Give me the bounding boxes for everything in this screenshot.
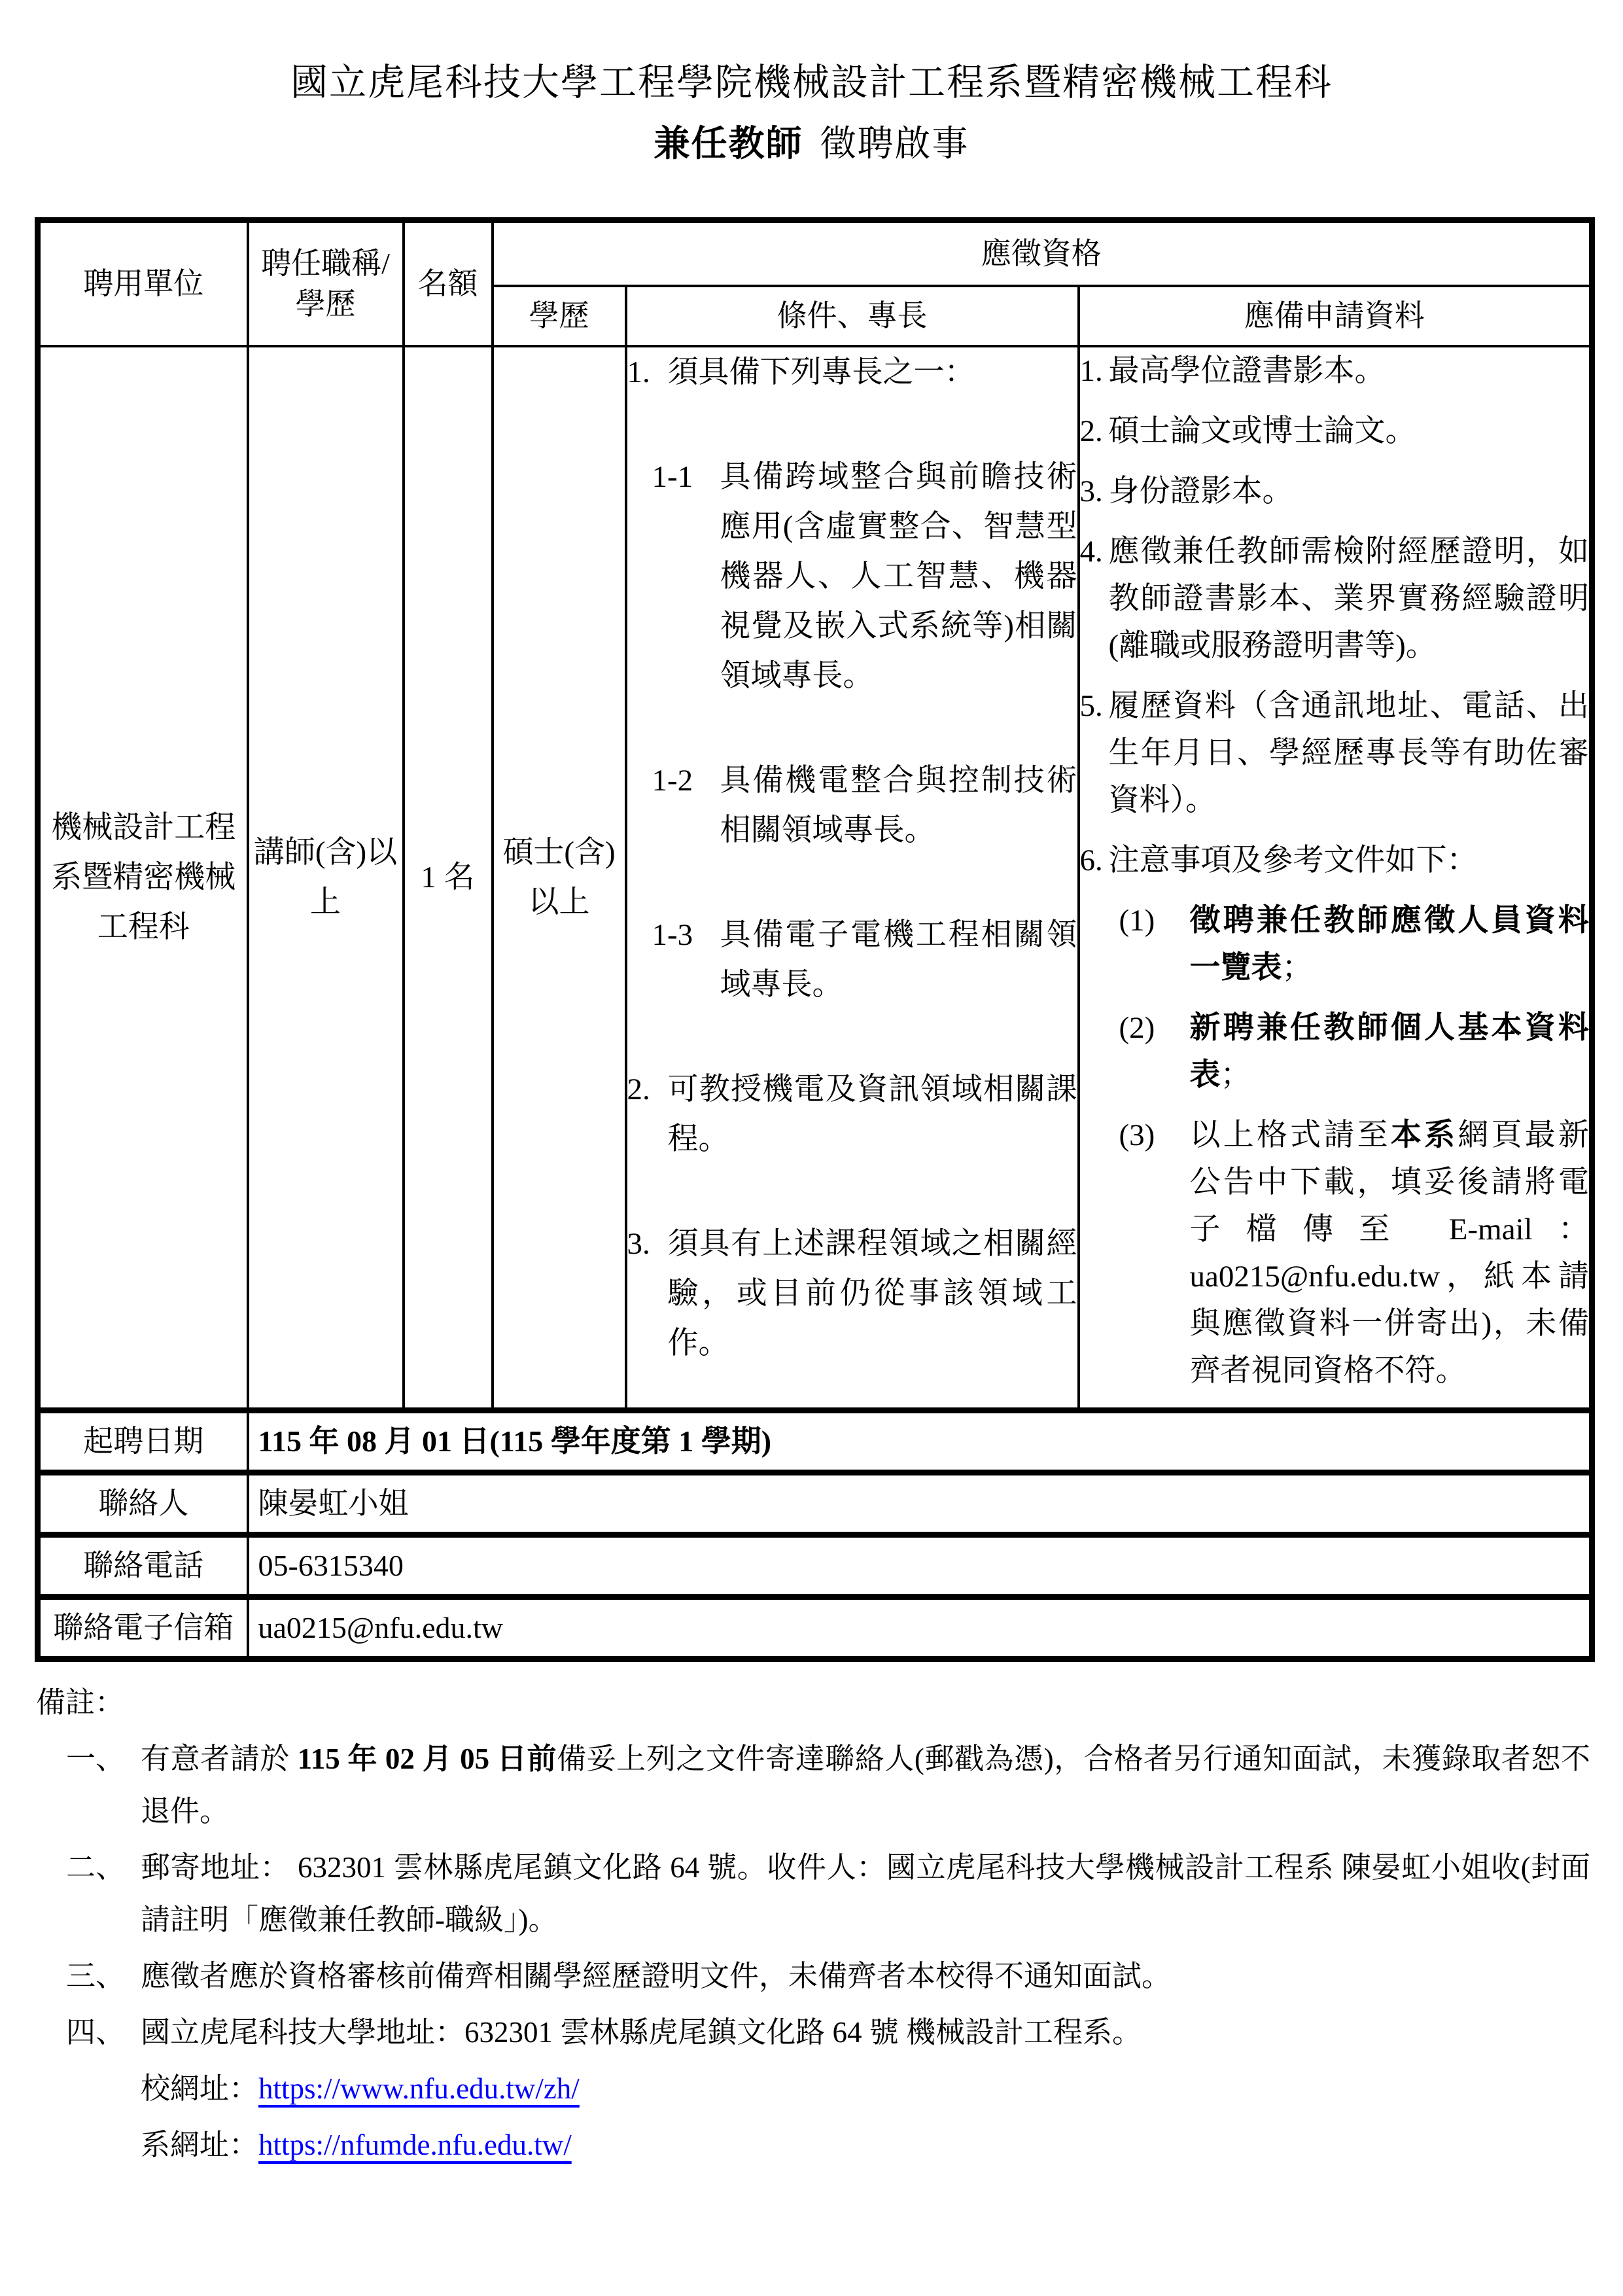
table-header-row-1 (38, 221, 1592, 286)
header-documents: 應備申請資料 (1079, 286, 1592, 346)
document-item (1080, 408, 1590, 455)
cell-quota: 1 名 (404, 346, 493, 1411)
item-text: 具備電子電機工程相關領域專長。 (720, 917, 1077, 1002)
document-item (1080, 528, 1590, 669)
note-number: 二、 (66, 1850, 126, 1884)
document-subitem (1119, 1112, 1590, 1394)
contact-phone-row (38, 1534, 1592, 1597)
document-subitem (1119, 1004, 1590, 1099)
condition-item (627, 1219, 1077, 1368)
item-text-bold: 本系 (1390, 1118, 1458, 1152)
start-date-label: 起聘日期 (38, 1410, 248, 1472)
header-hiring-unit: 聘用單位 (38, 221, 248, 346)
item-text: 須具有上述課程領域之相關經驗，或目前仍從事該領域工作。 (667, 1226, 1077, 1360)
note-text: 應徵者應於資格審核前備齊相關學經歷證明文件，未備齊者本校得不通知面試。 (141, 1959, 1172, 1992)
item-text (1190, 897, 1590, 991)
item-number: 3. (1079, 474, 1103, 508)
notes-section (36, 1676, 1590, 2171)
header-education: 學歷 (493, 286, 626, 346)
item-text: 具備跨域整合與前瞻技術應用(含虛實整合、智慧型機器人、人工智慧、機器視覺及嵌入式系統等)相關領域專長。 (720, 459, 1077, 693)
table-main-row (38, 346, 1592, 1411)
item-text: 應徵兼任教師需檢附經歷證明，如教師證書影本、業界實務經驗證明(離職或服務證明書等)。 (1108, 534, 1589, 663)
contact-person-row (38, 1472, 1592, 1534)
item-text: 身份證影本。 (1108, 474, 1293, 508)
document-subitem (1119, 897, 1590, 991)
document-item (1080, 837, 1590, 884)
cell-documents (1079, 346, 1592, 1411)
note-text (141, 1733, 1590, 1837)
condition-subitem (652, 756, 1077, 855)
document-item (1080, 468, 1590, 515)
document-title: 國立虎尾科技大學工程學院機械設計工程系暨精密機械工程科 (290, 62, 1333, 103)
note-text-tail: 備妥上列之文件寄達聯絡人(郵戳為憑)，合格者另行通知面試，未獲錄取者恕不退件。 (141, 1742, 1590, 1828)
contact-email-label: 聯絡電子信箱 (38, 1597, 248, 1659)
note-1 (66, 1733, 1590, 1837)
item-text-tail: 網頁最新公告中下載，填妥後請將電子檔傳至 E-mail：ua0215@nfu.edu.tw，紙本請與應徵資料一併寄出)，未備齊者視同資格不符。 (1189, 1118, 1590, 1388)
item-text-bold: 新聘兼任教師個人基本資料表 (1189, 1010, 1589, 1092)
contact-email-value: ua0215@nfu.edu.tw (248, 1597, 1592, 1659)
item-text-tail: ； (1220, 1057, 1251, 1092)
document-item (1080, 682, 1590, 824)
note-4 (66, 2006, 1590, 2058)
item-text: 須具備下列專長之一： (667, 355, 975, 389)
header-position-line1: 聘任職稱/ (261, 246, 390, 280)
note-text-head: 有意者請於 (141, 1742, 298, 1775)
recruitment-table (35, 217, 1595, 1662)
item-number: (3) (1119, 1118, 1155, 1152)
contact-person-value: 陳晏虹小姐 (248, 1472, 1592, 1534)
document-subtitle (0, 119, 1623, 169)
item-number: (2) (1119, 1010, 1155, 1045)
item-number: 1-1 (652, 459, 693, 494)
item-text (1190, 1004, 1590, 1099)
item-text: 可教授機電及資訊領域相關課程。 (667, 1072, 1077, 1156)
note-3 (66, 1950, 1590, 2002)
dept-website-link[interactable]: https://nfumde.nfu.edu.tw/ (258, 2128, 572, 2161)
item-text: 碩士論文或博士論文。 (1108, 414, 1416, 448)
cell-education: 碩士(含)以上 (493, 346, 626, 1411)
note-number: 三、 (66, 1959, 126, 1992)
contact-phone-value: 05-6315340 (248, 1534, 1592, 1597)
item-number: 1. (1079, 353, 1103, 388)
header-conditions: 條件、專長 (626, 286, 1079, 346)
cell-conditions (626, 346, 1079, 1411)
item-number: 6. (1079, 843, 1103, 877)
item-number: 1-3 (652, 917, 693, 952)
item-text (1190, 1112, 1590, 1394)
cell-hiring-unit: 機械設計工程系暨精密機械工程科 (38, 346, 248, 1411)
title-block (0, 0, 1623, 169)
item-text-bold: 徵聘兼任教師應徵人員資料一覽表 (1189, 903, 1589, 985)
contact-phone-label: 聯絡電話 (38, 1534, 248, 1597)
dept-website-label: 系網址： (141, 2128, 259, 2161)
item-text-tail: ； (1282, 950, 1313, 985)
start-date-row (38, 1410, 1592, 1472)
item-number: 1. (627, 355, 650, 389)
dept-website-line (141, 2119, 1590, 2171)
condition-subitem (652, 452, 1077, 701)
document-item (1080, 347, 1590, 395)
school-website-line (141, 2062, 1590, 2115)
header-quota: 名額 (404, 221, 493, 346)
item-number: 2. (1079, 414, 1103, 448)
school-website-link[interactable]: https://www.nfu.edu.tw/zh/ (258, 2072, 580, 2105)
note-2 (66, 1841, 1590, 1946)
header-position-title (248, 221, 404, 346)
subtitle-rest-part: 徵聘啟事 (820, 124, 969, 164)
header-qualification: 應徵資格 (493, 221, 1592, 286)
note-deadline-bold: 115 年 02 月 05 日前 (297, 1742, 557, 1775)
subtitle-bold-part: 兼任教師 (654, 124, 803, 164)
item-number: 4. (1079, 534, 1103, 569)
contact-email-row (38, 1597, 1592, 1659)
note-number: 一、 (66, 1742, 126, 1775)
item-number: 3. (627, 1226, 650, 1261)
note-text: 國立虎尾科技大學地址：632301 雲林縣虎尾鎮文化路 64 號 機械設計工程系。 (141, 2015, 1142, 2049)
item-number: 5. (1079, 688, 1103, 723)
notes-heading: 備註： (36, 1686, 125, 1719)
item-text: 具備機電整合與控制技術相關領域專長。 (720, 763, 1077, 847)
item-text-head: 以上格式請至 (1189, 1118, 1391, 1152)
note-number: 四、 (66, 2015, 126, 2049)
item-text: 注意事項及參考文件如下： (1108, 843, 1478, 877)
cell-position: 講師(含)以上 (248, 346, 404, 1411)
item-text: 最高學位證書影本。 (1108, 353, 1386, 388)
condition-subitem (652, 910, 1077, 1010)
item-text: 履歷資料（含通訊地址、電話、出生年月日、學經歷專長等有助佐審資料）。 (1108, 688, 1589, 817)
item-number: 1-2 (652, 763, 693, 798)
condition-item (627, 347, 1077, 397)
condition-item (627, 1065, 1077, 1164)
note-text: 郵寄地址： 632301 雲林縣虎尾鎮文化路 64 號。收件人：國立虎尾科技大學機械設計工程系 陳晏虹小姐收(封面請註明「應徵兼任教師-職級」)。 (141, 1850, 1590, 1936)
start-date-value: 115 年 08 月 01 日(115 學年度第 1 學期) (248, 1410, 1592, 1472)
item-number: (1) (1119, 903, 1155, 938)
header-position-line2: 學歷 (295, 287, 356, 321)
school-website-label: 校網址： (141, 2072, 259, 2105)
contact-person-label: 聯絡人 (38, 1472, 248, 1534)
item-number: 2. (627, 1072, 650, 1106)
